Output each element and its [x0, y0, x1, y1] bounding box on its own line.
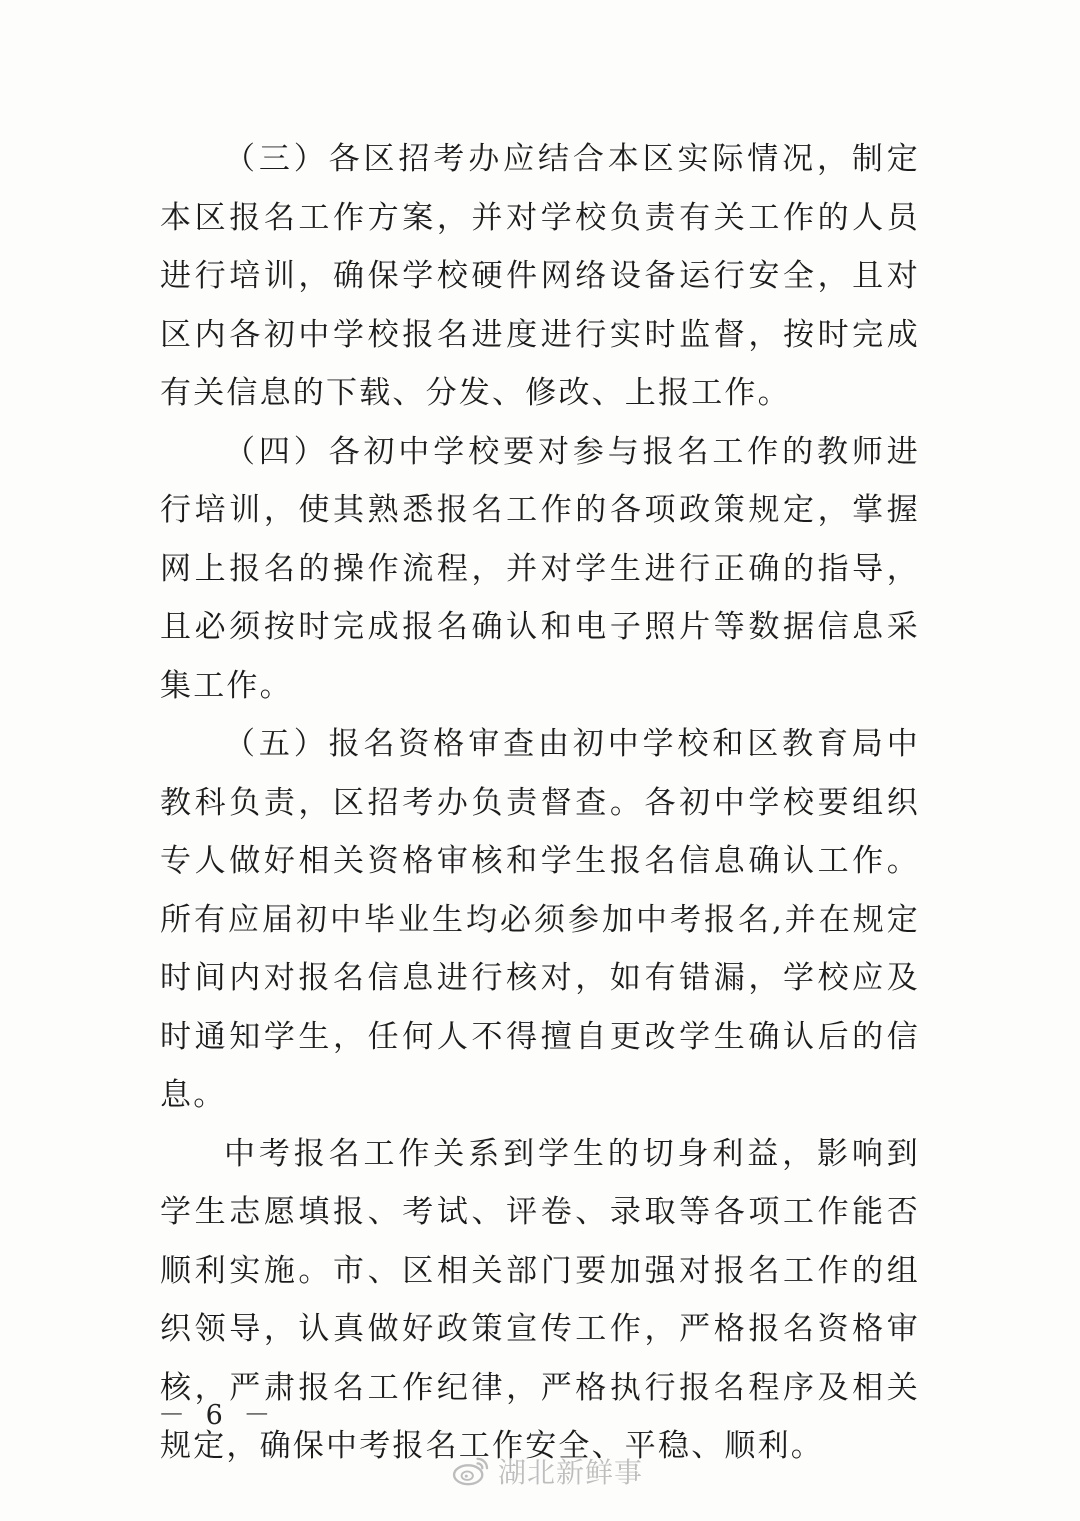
paragraph-conclusion: 中考报名工作关系到学生的切身利益，影响到学生志愿填报、考试、评卷、录取等各项工作能否顺利实施。市、区相关部门要加强对报名工作的组织领导，认真做好政策宣传工作，严格报名资格审核，严肃报名工作纪律，严格执行报名程序及相关规定，确保中考报名工作安全、平稳、顺利。: [160, 1135, 920, 1464]
paragraph-3-district-exam-office: （三）各区招考办应结合本区实际情况，制定本区报名工作方案，并对学校负责有关工作的人员进行培训，确保学校硬件网络设备运行安全，且对区内各初中学校报名进度进行实时监督，按时完成有关信息的下载、分发、修改、上报工作。: [160, 141, 920, 411]
paragraph-4-junior-schools: （四）各初中学校要对参与报名工作的教师进行培训，使其熟悉报名工作的各项政策规定，掌握网上报名的操作流程，并对学生进行正确的指导，且必须按时完成报名确认和电子照片等数据信息采集工作。: [160, 433, 920, 704]
watermark-text: 湖北新鲜事: [498, 1456, 644, 1489]
weibo-icon: [452, 1455, 490, 1487]
paragraph-5-qualification-review: （五）报名资格审查由初中学校和区教育局中教科负责，区招考办负责督查。各初中学校要组织专人做好相关资格审核和学生报名信息确认工作。所有应届初中毕业生均必须参加中考报名,并在规定时间内对报名信息进行核对，如有错漏，学校应及时通知学生，任何人不得擅自更改学生确认后的信息。: [160, 726, 920, 1113]
document-body: [160, 130, 920, 1476]
page-number: － 6 －: [158, 1400, 277, 1431]
watermark: [452, 1452, 643, 1490]
